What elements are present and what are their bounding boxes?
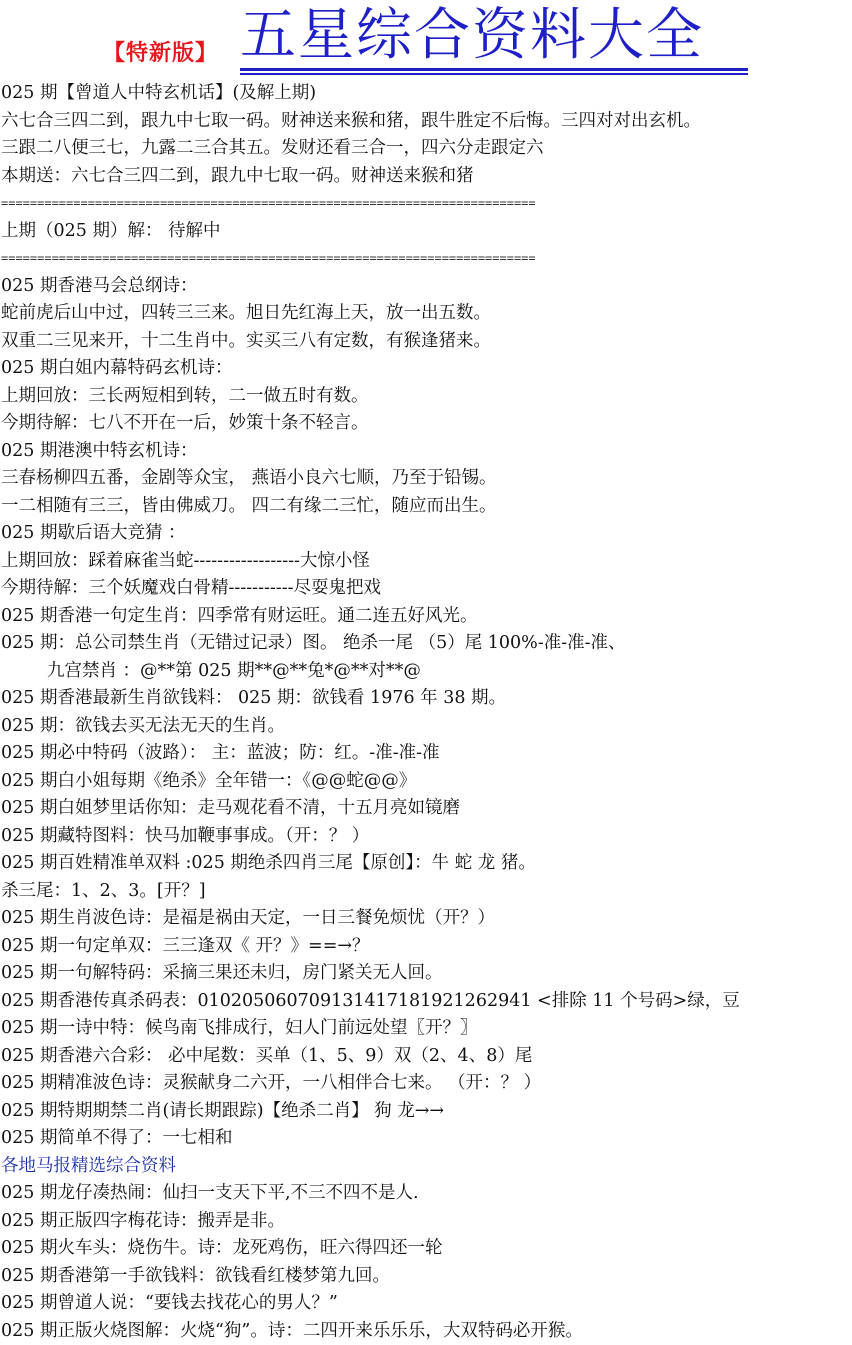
- text-line: 025 期香港一句定生肖：四季常有财运旺。通二连五好风光。: [1, 605, 478, 626]
- text-line: 九宫禁肖 ：@**第 025 期**@**兔*@**对**@: [47, 660, 421, 681]
- text-line: 025 期香港马会总纲诗：: [1, 275, 198, 296]
- text-line: 六七合三四二到，跟九中七取一码。财神送来猴和猪，跟牛胜定不后悔。三四对对出玄机。: [1, 110, 701, 131]
- text-line: 本期送：六七合三四二到，跟九中七取一码。财神送来猴和猪: [1, 165, 474, 186]
- text-line: 025 期一句定单双：三三逢双《 开？》==→？: [1, 935, 370, 956]
- text-line: 025 期特期期禁二肖(请长期跟踪)【绝杀二肖】 狗 龙→→: [1, 1100, 445, 1121]
- text-line: 025 期香港最新生肖欲钱料： 025 期：欲钱看 1976 年 38 期。: [1, 688, 507, 708]
- text-line: 025 期正版火烧图解：火烧“狗”。诗：二四开来乐乐乐，大双特码必开猴。: [1, 1320, 583, 1341]
- text-line: 025 期白姐内幕特码玄机诗：: [1, 358, 233, 378]
- text-line: 025 期【曾道人中特玄机话】(及解上期): [1, 83, 317, 103]
- text-line: 三跟二八便三七，九露二三合其五。发财还看三合一，四六分走跟定六: [1, 138, 544, 158]
- text-line: 三春杨柳四五番，金剧等众宝， 燕语小良六七顺，乃至于铅锡。: [1, 468, 497, 488]
- text-line: 025 期：总公司禁生肖（无错过记录）图。 绝杀一尾 （5）尾 100%-准-准-准、: [1, 633, 626, 653]
- text-line: 025 期曾道人说：“要钱去找花心的男人？”: [1, 1293, 338, 1313]
- text-line: 一二相随有三三，皆由佛威刀。 四二有缘二三忙，随应而出生。: [1, 495, 497, 516]
- document-body: [1, 80, 852, 1345]
- page-title: 五星综合资料大全: [240, 3, 704, 68]
- text-line: 上期（025 期）解： 待解中: [1, 220, 221, 241]
- section-heading: 各地马报精选综合资料: [1, 1155, 176, 1176]
- text-line: 025 期白姐梦里话你知：走马观花看不清，十五月亮如镜磨: [1, 798, 460, 818]
- text-line: 025 期香港传真杀码表：010205060709131417181921262941 <排除 11 个号码>绿，豆: [1, 990, 740, 1011]
- text-line: 025 期简单不得了：一七相和: [1, 1128, 233, 1148]
- text-line: 025 期生肖波色诗：是福是祸由天定，一日三餐免烦忧（开？）: [1, 908, 495, 928]
- text-line: 双重二三见来开，十二生肖中。实买三八有定数，有猴逢猪来。: [1, 330, 491, 351]
- text-line: 025 期火车头：烧伤牛。诗：龙死鸡伤，旺六得四还一轮: [1, 1238, 443, 1258]
- text-line: 上期回放：踩着麻雀当蛇------------------大惊小怪: [1, 550, 370, 571]
- text-line: 025 期港澳中特玄机诗：: [1, 440, 198, 461]
- text-line: 今期待解：七八不开在一后，妙策十条不轻言。: [1, 413, 369, 433]
- text-line: 025 期香港六合彩： 必中尾数：买单（1、5、9）双（2、4、8）尾: [1, 1045, 533, 1066]
- text-line: 025 期藏特图料：快马加鞭事事成。（开：？ ）: [1, 825, 370, 846]
- text-line: 025 期百姓精准单双料 :025 期绝杀四肖三尾【原创】：牛 蛇 龙 猪。: [1, 853, 536, 873]
- text-line: 025 期一诗中特：候鸟南飞排成行，妇人门前远处望〖开？〗: [1, 1018, 478, 1038]
- separator-line: ==========================================================================: [1, 251, 536, 265]
- page-header: [0, 0, 852, 82]
- text-line: 蛇前虎后山中过，四转三三来。旭日先红海上天，放一出五数。: [1, 303, 491, 323]
- text-line: 今期待解：三个妖魔戏白骨精-----------尽耍鬼把戏: [1, 578, 382, 598]
- text-line: 025 期正版四字梅花诗：搬弄是非。: [1, 1210, 285, 1231]
- text-line: 上期回放：三长两短相到转，二一做五时有数。: [1, 385, 369, 406]
- edition-badge: 【特新版】: [103, 41, 219, 66]
- text-line: 025 期一句解特码：采摘三果还未归，房门紧关无人回。: [1, 963, 443, 983]
- title-underline: [240, 68, 748, 71]
- text-line: 025 期龙仔凑热闹：仙扫一支天下平,不三不四不是人.: [1, 1183, 419, 1203]
- text-line: 025 期香港第一手欲钱料：欲钱看红楼梦第九回。: [1, 1265, 390, 1286]
- title-underline-2: [240, 73, 748, 75]
- text-line: 025 期必中特码（波路）： 主：蓝波；防：红。-准-准-准: [1, 743, 440, 763]
- separator-line: ==========================================================================: [1, 196, 536, 210]
- text-line: 杀三尾：1、2、3。[开？]: [1, 880, 206, 901]
- text-line: 025 期精准波色诗：灵猴献身二六开，一八相伴合七来。 （开：？ ）: [1, 1073, 542, 1093]
- text-line: 025 期：欲钱去买无法无天的生肖。: [1, 715, 285, 736]
- text-line: 025 期歇后语大竞猜 ：: [1, 523, 186, 543]
- text-line: 025 期白小姐每期《绝杀》全年错一：《@@蛇@@》: [1, 770, 417, 791]
